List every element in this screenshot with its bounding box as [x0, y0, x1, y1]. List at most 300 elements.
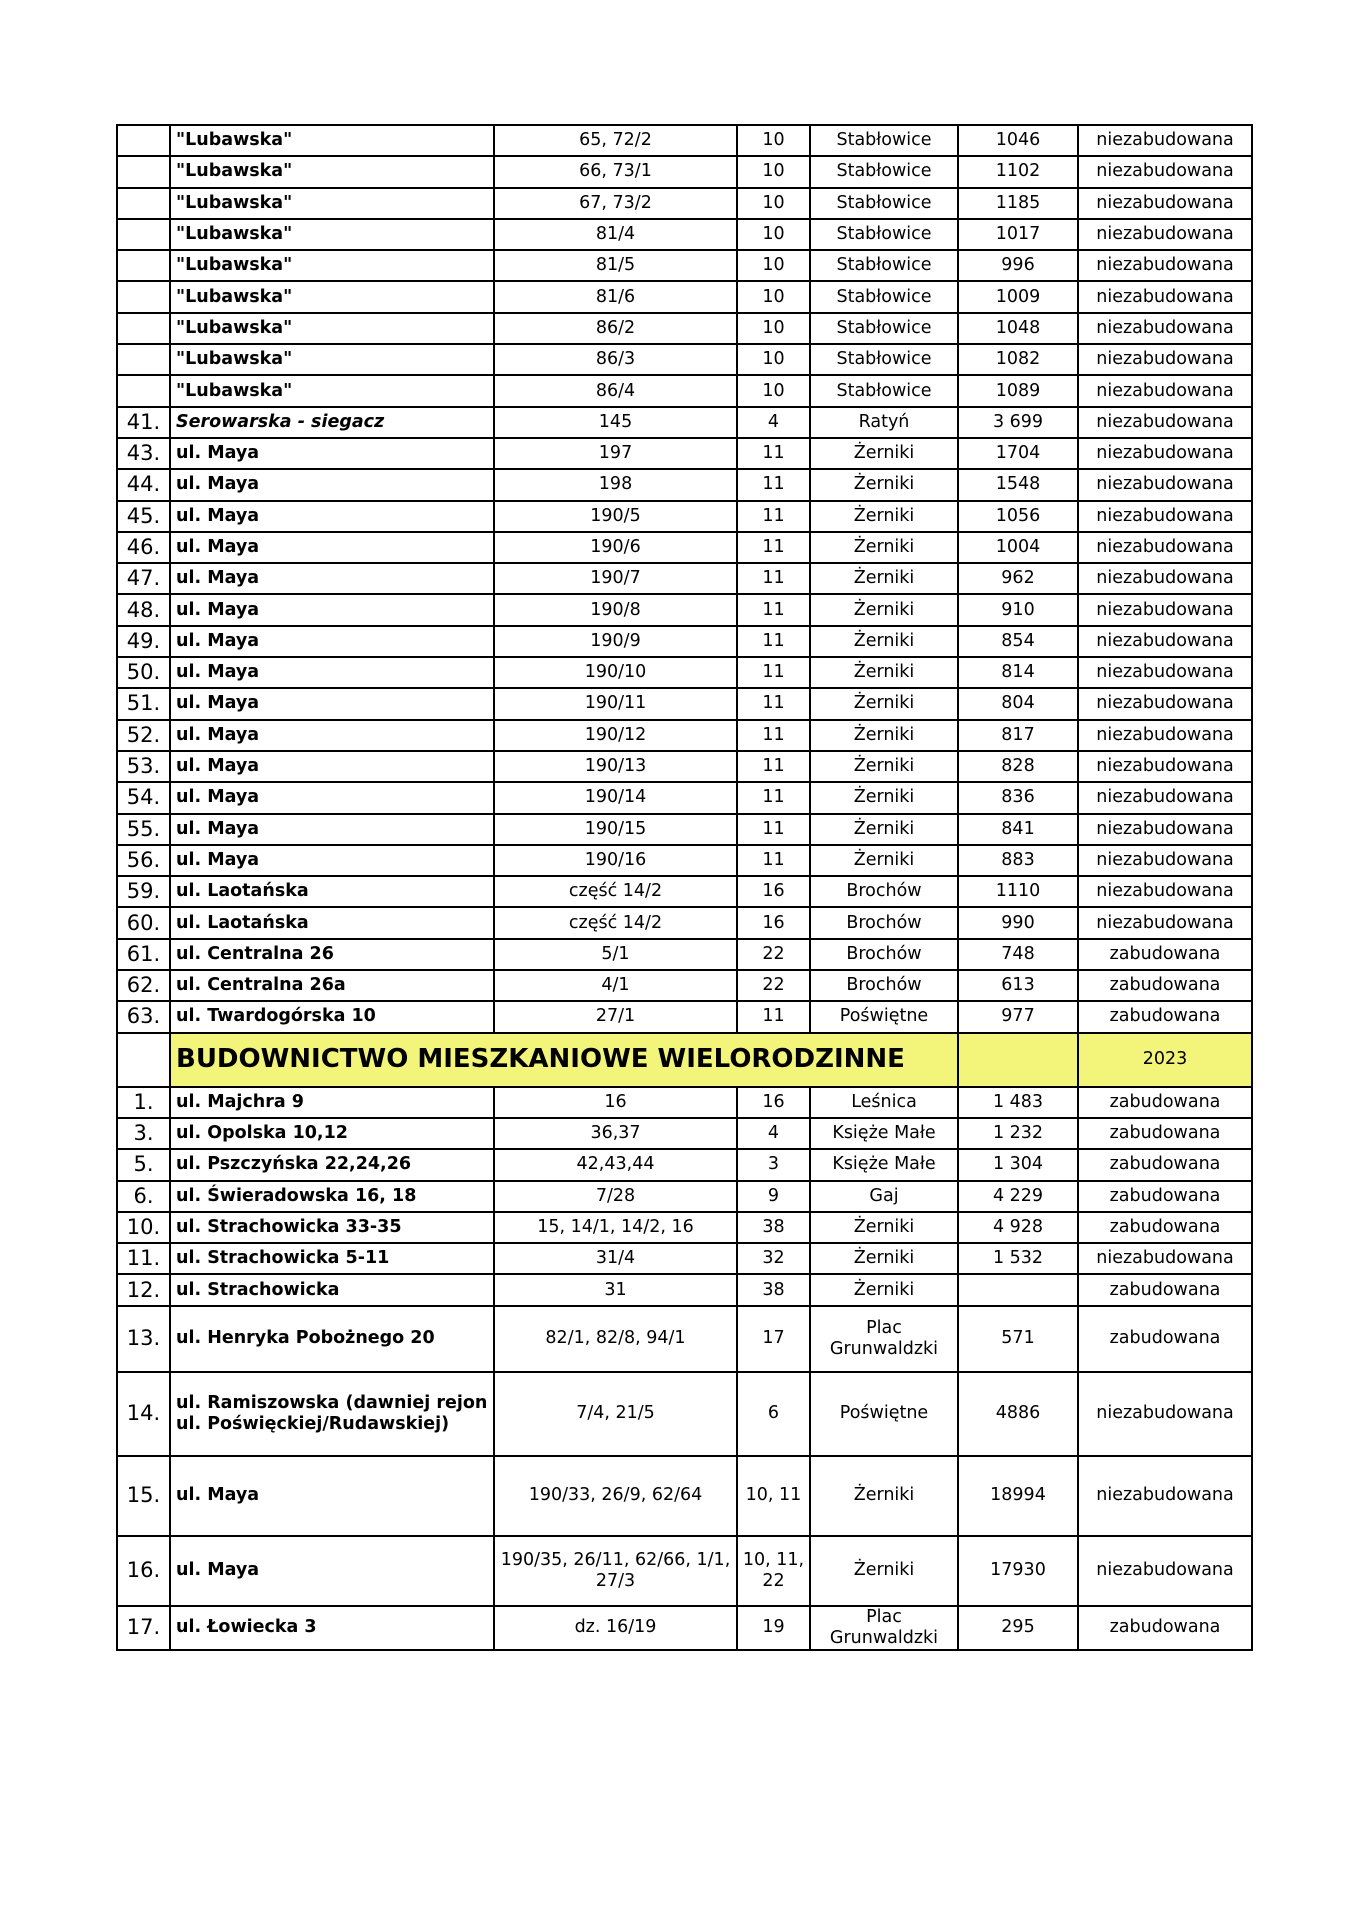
status-cell: niezabudowana — [1078, 407, 1252, 438]
district-cell: Poświętne — [810, 1001, 958, 1032]
plot-cell: 190/9 — [494, 626, 737, 657]
location-cell: ul. Maya — [170, 626, 494, 657]
area-cell: 17930 — [958, 1536, 1078, 1606]
location-cell: "Lubawska" — [170, 313, 494, 344]
location-cell: ul. Maya — [170, 814, 494, 845]
status-cell: zabudowana — [1078, 1606, 1252, 1650]
row-number: 43. — [117, 438, 170, 469]
area-cell: 613 — [958, 970, 1078, 1001]
area-cell: 1004 — [958, 532, 1078, 563]
status-cell: niezabudowana — [1078, 125, 1252, 156]
district-cell: Żerniki — [810, 1456, 958, 1536]
table-row — [117, 626, 1252, 657]
status-cell: zabudowana — [1078, 1212, 1252, 1243]
sheet-cell: 11 — [737, 720, 810, 751]
row-number: 54. — [117, 782, 170, 813]
table-row — [117, 125, 1252, 156]
section-title: BUDOWNICTWO MIESZKANIOWE WIELORODZINNE — [170, 1033, 958, 1087]
row-number: 56. — [117, 845, 170, 876]
area-cell: 571 — [958, 1306, 1078, 1372]
area-cell: 990 — [958, 907, 1078, 938]
table-row — [117, 469, 1252, 500]
district-cell: Stabłowice — [810, 219, 958, 250]
district-cell: Żerniki — [810, 720, 958, 751]
table-row — [117, 313, 1252, 344]
area-cell: 1048 — [958, 313, 1078, 344]
location-cell: ul. Laotańska — [170, 876, 494, 907]
status-cell: niezabudowana — [1078, 876, 1252, 907]
plot-cell: 16 — [494, 1087, 737, 1118]
row-number: 13. — [117, 1306, 170, 1372]
table-row — [117, 438, 1252, 469]
status-cell: niezabudowana — [1078, 438, 1252, 469]
district-cell: Plac Grunwaldzki — [810, 1306, 958, 1372]
table-row — [117, 845, 1252, 876]
location-cell: ul. Maya — [170, 751, 494, 782]
plot-cell: 82/1, 82/8, 94/1 — [494, 1306, 737, 1372]
row-number: 61. — [117, 939, 170, 970]
plot-cell: 7/4, 21/5 — [494, 1372, 737, 1456]
row-number: 51. — [117, 688, 170, 719]
sheet-cell: 11 — [737, 751, 810, 782]
status-cell: zabudowana — [1078, 1087, 1252, 1118]
area-cell: 1110 — [958, 876, 1078, 907]
sheet-cell: 11 — [737, 626, 810, 657]
area-cell: 295 — [958, 1606, 1078, 1650]
section-number-cell — [117, 1033, 170, 1087]
status-cell: zabudowana — [1078, 1118, 1252, 1149]
row-number: 44. — [117, 469, 170, 500]
row-number: 3. — [117, 1118, 170, 1149]
district-cell: Stabłowice — [810, 344, 958, 375]
location-cell: ul. Centralna 26a — [170, 970, 494, 1001]
district-cell: Żerniki — [810, 469, 958, 500]
district-cell: Brochów — [810, 939, 958, 970]
sheet-cell: 11 — [737, 688, 810, 719]
sheet-cell: 17 — [737, 1306, 810, 1372]
location-cell: ul. Maya — [170, 688, 494, 719]
status-cell: niezabudowana — [1078, 1372, 1252, 1456]
status-cell: niezabudowana — [1078, 313, 1252, 344]
sheet-cell: 38 — [737, 1274, 810, 1305]
row-number: 17. — [117, 1606, 170, 1650]
row-number — [117, 188, 170, 219]
table-row — [117, 970, 1252, 1001]
sheet-cell: 11 — [737, 782, 810, 813]
area-cell: 883 — [958, 845, 1078, 876]
status-cell: zabudowana — [1078, 939, 1252, 970]
table-row — [117, 1456, 1252, 1536]
status-cell: niezabudowana — [1078, 219, 1252, 250]
status-cell: niezabudowana — [1078, 751, 1252, 782]
sheet-cell: 3 — [737, 1149, 810, 1180]
row-number: 47. — [117, 563, 170, 594]
sheet-cell: 22 — [737, 939, 810, 970]
table-row — [117, 219, 1252, 250]
plot-cell: 86/2 — [494, 313, 737, 344]
district-cell: Stabłowice — [810, 125, 958, 156]
table-row — [117, 814, 1252, 845]
plot-cell: 81/6 — [494, 281, 737, 312]
plot-cell: 145 — [494, 407, 737, 438]
sheet-cell: 11 — [737, 438, 810, 469]
district-cell: Żerniki — [810, 782, 958, 813]
plot-cell: 67, 73/2 — [494, 188, 737, 219]
district-cell: Brochów — [810, 970, 958, 1001]
table-row — [117, 1372, 1252, 1456]
area-cell: 836 — [958, 782, 1078, 813]
plot-cell: 5/1 — [494, 939, 737, 970]
sheet-cell: 4 — [737, 407, 810, 438]
sheet-cell: 11 — [737, 845, 810, 876]
status-cell: niezabudowana — [1078, 250, 1252, 281]
area-cell: 910 — [958, 594, 1078, 625]
area-cell: 814 — [958, 657, 1078, 688]
row-number: 41. — [117, 407, 170, 438]
row-number — [117, 156, 170, 187]
sheet-cell: 10 — [737, 250, 810, 281]
row-number: 10. — [117, 1212, 170, 1243]
property-table — [116, 124, 1253, 1651]
sheet-cell: 11 — [737, 1001, 810, 1032]
sheet-cell: 11 — [737, 469, 810, 500]
status-cell: niezabudowana — [1078, 626, 1252, 657]
plot-cell: 86/3 — [494, 344, 737, 375]
row-number — [117, 250, 170, 281]
sheet-cell: 6 — [737, 1372, 810, 1456]
section-header-row — [117, 1033, 1252, 1087]
location-cell: ul. Maya — [170, 1536, 494, 1606]
plot-cell: 190/13 — [494, 751, 737, 782]
table-row — [117, 188, 1252, 219]
table-row — [117, 250, 1252, 281]
location-cell: ul. Maya — [170, 438, 494, 469]
location-cell: "Lubawska" — [170, 250, 494, 281]
row-number: 59. — [117, 876, 170, 907]
location-cell: "Lubawska" — [170, 219, 494, 250]
district-cell: Brochów — [810, 907, 958, 938]
area-cell: 1102 — [958, 156, 1078, 187]
sheet-cell: 11 — [737, 814, 810, 845]
plot-cell: dz. 16/19 — [494, 1606, 737, 1650]
sheet-cell: 10 — [737, 156, 810, 187]
plot-cell: część 14/2 — [494, 876, 737, 907]
district-cell: Stabłowice — [810, 188, 958, 219]
district-cell: Gaj — [810, 1181, 958, 1212]
section-empty-cell — [958, 1033, 1078, 1087]
plot-cell: 81/5 — [494, 250, 737, 281]
plot-cell: 7/28 — [494, 1181, 737, 1212]
district-cell: Żerniki — [810, 563, 958, 594]
table-body-part2 — [117, 1087, 1252, 1650]
table-row — [117, 156, 1252, 187]
status-cell: niezabudowana — [1078, 281, 1252, 312]
area-cell: 1 483 — [958, 1087, 1078, 1118]
status-cell: zabudowana — [1078, 1274, 1252, 1305]
location-cell: ul. Ramiszowska (dawniej rejon ul. Poświęckiej/Rudawskiej) — [170, 1372, 494, 1456]
district-cell: Księże Małe — [810, 1118, 958, 1149]
plot-cell: 190/12 — [494, 720, 737, 751]
location-cell: "Lubawska" — [170, 344, 494, 375]
table-row — [117, 688, 1252, 719]
section-year: 2023 — [1078, 1033, 1252, 1087]
area-cell: 1548 — [958, 469, 1078, 500]
table-row — [117, 751, 1252, 782]
row-number: 49. — [117, 626, 170, 657]
status-cell: niezabudowana — [1078, 156, 1252, 187]
table-row — [117, 1118, 1252, 1149]
district-cell: Plac Grunwaldzki — [810, 1606, 958, 1650]
sheet-cell: 10 — [737, 281, 810, 312]
district-cell: Żerniki — [810, 626, 958, 657]
table-row — [117, 1212, 1252, 1243]
sheet-cell: 10 — [737, 125, 810, 156]
location-cell: ul. Henryka Pobożnego 20 — [170, 1306, 494, 1372]
status-cell: niezabudowana — [1078, 594, 1252, 625]
row-number: 5. — [117, 1149, 170, 1180]
status-cell: niezabudowana — [1078, 469, 1252, 500]
status-cell: niezabudowana — [1078, 1536, 1252, 1606]
row-number — [117, 375, 170, 406]
status-cell: niezabudowana — [1078, 845, 1252, 876]
location-cell: ul. Pszczyńska 22,24,26 — [170, 1149, 494, 1180]
row-number: 6. — [117, 1181, 170, 1212]
area-cell: 804 — [958, 688, 1078, 719]
table-row — [117, 1001, 1252, 1032]
table-row — [117, 657, 1252, 688]
district-cell: Żerniki — [810, 688, 958, 719]
district-cell: Żerniki — [810, 1274, 958, 1305]
table-row — [117, 281, 1252, 312]
sheet-cell: 32 — [737, 1243, 810, 1274]
location-cell: ul. Świeradowska 16, 18 — [170, 1181, 494, 1212]
district-cell: Żerniki — [810, 1212, 958, 1243]
sheet-cell: 10 — [737, 344, 810, 375]
plot-cell: 31 — [494, 1274, 737, 1305]
table-row — [117, 563, 1252, 594]
status-cell: niezabudowana — [1078, 1456, 1252, 1536]
area-cell: 817 — [958, 720, 1078, 751]
area-cell: 748 — [958, 939, 1078, 970]
location-cell: ul. Laotańska — [170, 907, 494, 938]
table-row — [117, 907, 1252, 938]
location-cell: ul. Strachowicka 5-11 — [170, 1243, 494, 1274]
status-cell: niezabudowana — [1078, 501, 1252, 532]
location-cell: ul. Maya — [170, 532, 494, 563]
row-number: 12. — [117, 1274, 170, 1305]
location-cell: ul. Maya — [170, 594, 494, 625]
area-cell: 1704 — [958, 438, 1078, 469]
plot-cell: 190/5 — [494, 501, 737, 532]
status-cell: niezabudowana — [1078, 375, 1252, 406]
plot-cell: 190/16 — [494, 845, 737, 876]
row-number — [117, 344, 170, 375]
row-number: 55. — [117, 814, 170, 845]
plot-cell: 190/10 — [494, 657, 737, 688]
location-cell: ul. Strachowicka 33-35 — [170, 1212, 494, 1243]
table-section — [117, 1033, 1252, 1087]
district-cell: Poświętne — [810, 1372, 958, 1456]
row-number: 46. — [117, 532, 170, 563]
area-cell: 4886 — [958, 1372, 1078, 1456]
location-cell: ul. Łowiecka 3 — [170, 1606, 494, 1650]
table-row — [117, 720, 1252, 751]
table-row — [117, 1087, 1252, 1118]
sheet-cell: 4 — [737, 1118, 810, 1149]
table-row — [117, 1181, 1252, 1212]
table-row — [117, 1606, 1252, 1650]
table-row — [117, 1274, 1252, 1305]
row-number: 53. — [117, 751, 170, 782]
district-cell: Brochów — [810, 876, 958, 907]
row-number: 52. — [117, 720, 170, 751]
area-cell: 1 532 — [958, 1243, 1078, 1274]
location-cell: "Lubawska" — [170, 281, 494, 312]
sheet-cell: 11 — [737, 501, 810, 532]
location-cell: ul. Maya — [170, 720, 494, 751]
sheet-cell: 10, 11, 22 — [737, 1536, 810, 1606]
plot-cell: 190/7 — [494, 563, 737, 594]
row-number: 14. — [117, 1372, 170, 1456]
district-cell: Żerniki — [810, 845, 958, 876]
district-cell: Leśnica — [810, 1087, 958, 1118]
sheet-cell: 10 — [737, 219, 810, 250]
location-cell: "Lubawska" — [170, 188, 494, 219]
district-cell: Stabłowice — [810, 281, 958, 312]
sheet-cell: 11 — [737, 532, 810, 563]
district-cell: Żerniki — [810, 657, 958, 688]
plot-cell: 31/4 — [494, 1243, 737, 1274]
district-cell: Żerniki — [810, 1536, 958, 1606]
sheet-cell: 16 — [737, 876, 810, 907]
table-row — [117, 344, 1252, 375]
table-row — [117, 594, 1252, 625]
district-cell: Stabłowice — [810, 313, 958, 344]
sheet-cell: 19 — [737, 1606, 810, 1650]
area-cell: 828 — [958, 751, 1078, 782]
area-cell: 854 — [958, 626, 1078, 657]
table-row — [117, 532, 1252, 563]
plot-cell: 190/33, 26/9, 62/64 — [494, 1456, 737, 1536]
row-number: 48. — [117, 594, 170, 625]
district-cell: Żerniki — [810, 438, 958, 469]
sheet-cell: 11 — [737, 563, 810, 594]
row-number: 50. — [117, 657, 170, 688]
row-number — [117, 219, 170, 250]
plot-cell: 190/15 — [494, 814, 737, 845]
table-row — [117, 876, 1252, 907]
district-cell: Stabłowice — [810, 250, 958, 281]
status-cell: niezabudowana — [1078, 907, 1252, 938]
district-cell: Stabłowice — [810, 156, 958, 187]
table-row — [117, 501, 1252, 532]
plot-cell: 4/1 — [494, 970, 737, 1001]
status-cell: niezabudowana — [1078, 532, 1252, 563]
table-row — [117, 939, 1252, 970]
row-number — [117, 281, 170, 312]
table-row — [117, 1149, 1252, 1180]
location-cell: ul. Majchra 9 — [170, 1087, 494, 1118]
table-row — [117, 407, 1252, 438]
row-number: 45. — [117, 501, 170, 532]
status-cell: zabudowana — [1078, 970, 1252, 1001]
sheet-cell: 16 — [737, 1087, 810, 1118]
row-number: 60. — [117, 907, 170, 938]
sheet-cell: 10, 11 — [737, 1456, 810, 1536]
plot-cell: 65, 72/2 — [494, 125, 737, 156]
location-cell: ul. Maya — [170, 501, 494, 532]
district-cell: Żerniki — [810, 814, 958, 845]
area-cell: 1082 — [958, 344, 1078, 375]
table-row — [117, 1536, 1252, 1606]
status-cell: niezabudowana — [1078, 1243, 1252, 1274]
plot-cell: 190/8 — [494, 594, 737, 625]
district-cell: Stabłowice — [810, 375, 958, 406]
area-cell: 1046 — [958, 125, 1078, 156]
area-cell: 962 — [958, 563, 1078, 594]
row-number — [117, 313, 170, 344]
status-cell: niezabudowana — [1078, 720, 1252, 751]
area-cell: 4 928 — [958, 1212, 1078, 1243]
plot-cell: 86/4 — [494, 375, 737, 406]
area-cell: 1 304 — [958, 1149, 1078, 1180]
location-cell: ul. Maya — [170, 563, 494, 594]
location-cell: ul. Opolska 10,12 — [170, 1118, 494, 1149]
location-cell: "Lubawska" — [170, 375, 494, 406]
table-row — [117, 1243, 1252, 1274]
sheet-cell: 10 — [737, 313, 810, 344]
area-cell: 1056 — [958, 501, 1078, 532]
area-cell: 1017 — [958, 219, 1078, 250]
location-cell: ul. Maya — [170, 845, 494, 876]
location-cell: ul. Maya — [170, 1456, 494, 1536]
status-cell: niezabudowana — [1078, 782, 1252, 813]
location-cell: Serowarska - siegacz — [170, 407, 494, 438]
area-cell — [958, 1274, 1078, 1305]
status-cell: zabudowana — [1078, 1001, 1252, 1032]
district-cell: Księże Małe — [810, 1149, 958, 1180]
location-cell: ul. Strachowicka — [170, 1274, 494, 1305]
sheet-cell: 11 — [737, 657, 810, 688]
table-row — [117, 375, 1252, 406]
area-cell: 1089 — [958, 375, 1078, 406]
location-cell: ul. Maya — [170, 782, 494, 813]
sheet-cell: 9 — [737, 1181, 810, 1212]
sheet-cell: 10 — [737, 188, 810, 219]
sheet-cell: 16 — [737, 907, 810, 938]
row-number: 11. — [117, 1243, 170, 1274]
row-number: 1. — [117, 1087, 170, 1118]
row-number — [117, 125, 170, 156]
row-number: 62. — [117, 970, 170, 1001]
plot-cell: 197 — [494, 438, 737, 469]
status-cell: niezabudowana — [1078, 344, 1252, 375]
location-cell: ul. Twardogórska 10 — [170, 1001, 494, 1032]
plot-cell: 190/6 — [494, 532, 737, 563]
area-cell: 977 — [958, 1001, 1078, 1032]
plot-cell: 198 — [494, 469, 737, 500]
status-cell: zabudowana — [1078, 1149, 1252, 1180]
status-cell: zabudowana — [1078, 1181, 1252, 1212]
plot-cell: część 14/2 — [494, 907, 737, 938]
plot-cell: 190/11 — [494, 688, 737, 719]
status-cell: niezabudowana — [1078, 814, 1252, 845]
plot-cell: 81/4 — [494, 219, 737, 250]
status-cell: niezabudowana — [1078, 688, 1252, 719]
status-cell: niezabudowana — [1078, 563, 1252, 594]
sheet-cell: 38 — [737, 1212, 810, 1243]
area-cell: 1009 — [958, 281, 1078, 312]
